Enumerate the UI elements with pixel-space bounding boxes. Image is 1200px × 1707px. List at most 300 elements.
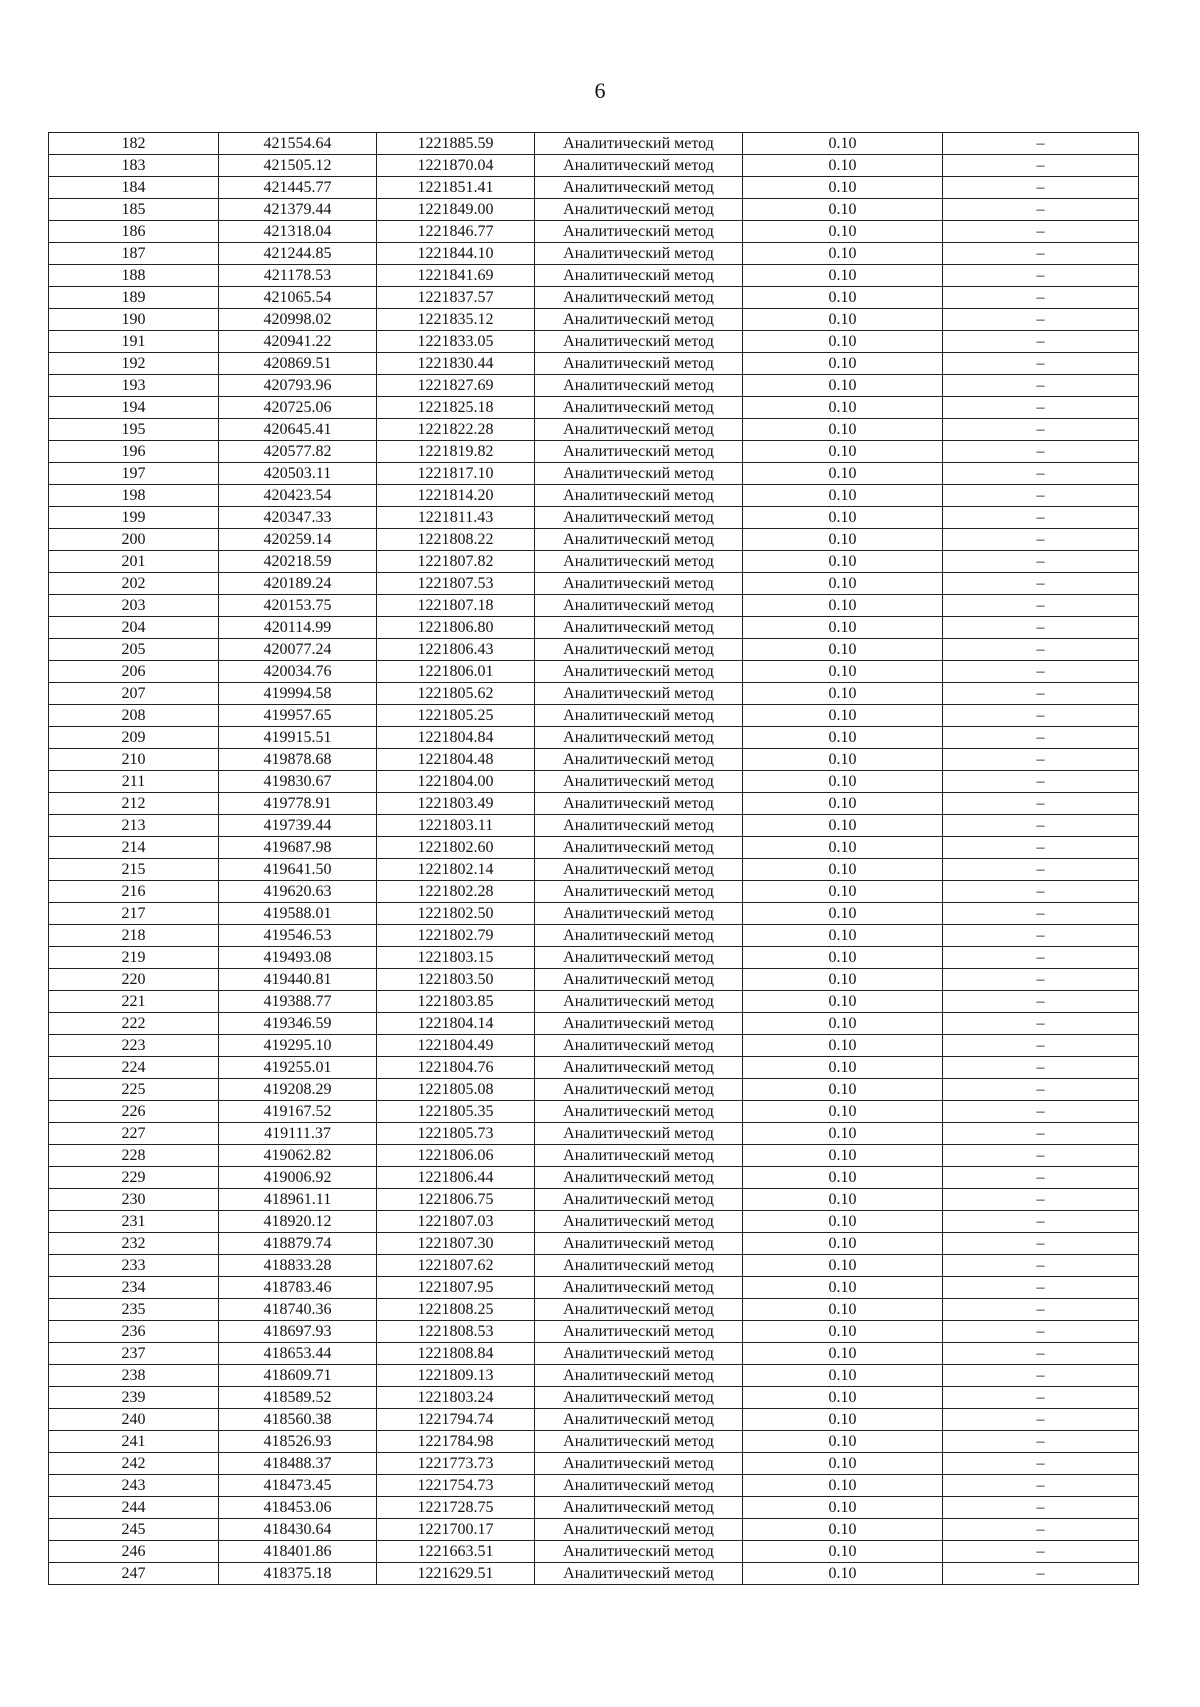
note-cell: – xyxy=(943,595,1139,617)
table-row xyxy=(49,573,1139,595)
note-cell: – xyxy=(943,1189,1139,1211)
table-row xyxy=(49,815,1139,837)
method-cell: Аналитический метод xyxy=(535,837,743,859)
y-coordinate-cell: 1221805.35 xyxy=(377,1101,535,1123)
x-coordinate-cell: 420869.51 xyxy=(219,353,377,375)
point-number-cell: 244 xyxy=(49,1497,219,1519)
note-cell: – xyxy=(943,441,1139,463)
note-cell: – xyxy=(943,1211,1139,1233)
point-number-cell: 196 xyxy=(49,441,219,463)
x-coordinate-cell: 419167.52 xyxy=(219,1101,377,1123)
accuracy-cell: 0.10 xyxy=(743,1519,943,1541)
note-cell: – xyxy=(943,705,1139,727)
y-coordinate-cell: 1221851.41 xyxy=(377,177,535,199)
point-number-cell: 216 xyxy=(49,881,219,903)
method-cell: Аналитический метод xyxy=(535,1277,743,1299)
x-coordinate-cell: 419830.67 xyxy=(219,771,377,793)
point-number-cell: 195 xyxy=(49,419,219,441)
point-number-cell: 237 xyxy=(49,1343,219,1365)
table-row xyxy=(49,1321,1139,1343)
table-row xyxy=(49,1563,1139,1585)
accuracy-cell: 0.10 xyxy=(743,133,943,155)
table-row xyxy=(49,1189,1139,1211)
y-coordinate-cell: 1221806.01 xyxy=(377,661,535,683)
y-coordinate-cell: 1221663.51 xyxy=(377,1541,535,1563)
y-coordinate-cell: 1221807.30 xyxy=(377,1233,535,1255)
note-cell: – xyxy=(943,529,1139,551)
method-cell: Аналитический метод xyxy=(535,1409,743,1431)
note-cell: – xyxy=(943,485,1139,507)
y-coordinate-cell: 1221807.03 xyxy=(377,1211,535,1233)
table-row xyxy=(49,1519,1139,1541)
note-cell: – xyxy=(943,815,1139,837)
table-row xyxy=(49,1255,1139,1277)
accuracy-cell: 0.10 xyxy=(743,1233,943,1255)
table-row xyxy=(49,771,1139,793)
y-coordinate-cell: 1221804.48 xyxy=(377,749,535,771)
table-row xyxy=(49,331,1139,353)
note-cell: – xyxy=(943,1453,1139,1475)
note-cell: – xyxy=(943,1123,1139,1145)
point-number-cell: 187 xyxy=(49,243,219,265)
point-number-cell: 206 xyxy=(49,661,219,683)
y-coordinate-cell: 1221784.98 xyxy=(377,1431,535,1453)
point-number-cell: 241 xyxy=(49,1431,219,1453)
y-coordinate-cell: 1221803.15 xyxy=(377,947,535,969)
method-cell: Аналитический метод xyxy=(535,1255,743,1277)
x-coordinate-cell: 421318.04 xyxy=(219,221,377,243)
x-coordinate-cell: 419641.50 xyxy=(219,859,377,881)
table-row xyxy=(49,969,1139,991)
x-coordinate-cell: 420077.24 xyxy=(219,639,377,661)
table-row xyxy=(49,1233,1139,1255)
table-row xyxy=(49,1431,1139,1453)
accuracy-cell: 0.10 xyxy=(743,1255,943,1277)
y-coordinate-cell: 1221846.77 xyxy=(377,221,535,243)
point-number-cell: 218 xyxy=(49,925,219,947)
point-number-cell: 240 xyxy=(49,1409,219,1431)
point-number-cell: 201 xyxy=(49,551,219,573)
note-cell: – xyxy=(943,265,1139,287)
table-row xyxy=(49,1387,1139,1409)
accuracy-cell: 0.10 xyxy=(743,639,943,661)
note-cell: – xyxy=(943,1299,1139,1321)
method-cell: Аналитический метод xyxy=(535,133,743,155)
accuracy-cell: 0.10 xyxy=(743,947,943,969)
method-cell: Аналитический метод xyxy=(535,683,743,705)
y-coordinate-cell: 1221806.80 xyxy=(377,617,535,639)
point-number-cell: 229 xyxy=(49,1167,219,1189)
point-number-cell: 190 xyxy=(49,309,219,331)
x-coordinate-cell: 418920.12 xyxy=(219,1211,377,1233)
y-coordinate-cell: 1221805.73 xyxy=(377,1123,535,1145)
note-cell: – xyxy=(943,331,1139,353)
note-cell: – xyxy=(943,947,1139,969)
table-row xyxy=(49,727,1139,749)
table-row xyxy=(49,1541,1139,1563)
y-coordinate-cell: 1221806.06 xyxy=(377,1145,535,1167)
y-coordinate-cell: 1221807.82 xyxy=(377,551,535,573)
x-coordinate-cell: 420114.99 xyxy=(219,617,377,639)
accuracy-cell: 0.10 xyxy=(743,837,943,859)
accuracy-cell: 0.10 xyxy=(743,1013,943,1035)
point-number-cell: 184 xyxy=(49,177,219,199)
x-coordinate-cell: 419878.68 xyxy=(219,749,377,771)
method-cell: Аналитический метод xyxy=(535,309,743,331)
y-coordinate-cell: 1221807.53 xyxy=(377,573,535,595)
method-cell: Аналитический метод xyxy=(535,375,743,397)
accuracy-cell: 0.10 xyxy=(743,397,943,419)
table-row xyxy=(49,749,1139,771)
note-cell: – xyxy=(943,133,1139,155)
x-coordinate-cell: 419957.65 xyxy=(219,705,377,727)
y-coordinate-cell: 1221805.62 xyxy=(377,683,535,705)
point-number-cell: 232 xyxy=(49,1233,219,1255)
x-coordinate-cell: 421554.64 xyxy=(219,133,377,155)
point-number-cell: 183 xyxy=(49,155,219,177)
table-row xyxy=(49,1013,1139,1035)
accuracy-cell: 0.10 xyxy=(743,1497,943,1519)
note-cell: – xyxy=(943,243,1139,265)
coordinates-table xyxy=(48,132,1139,1585)
method-cell: Аналитический метод xyxy=(535,639,743,661)
method-cell: Аналитический метод xyxy=(535,397,743,419)
table-row xyxy=(49,177,1139,199)
point-number-cell: 217 xyxy=(49,903,219,925)
note-cell: – xyxy=(943,309,1139,331)
table-row xyxy=(49,529,1139,551)
x-coordinate-cell: 421065.54 xyxy=(219,287,377,309)
point-number-cell: 199 xyxy=(49,507,219,529)
note-cell: – xyxy=(943,617,1139,639)
note-cell: – xyxy=(943,1475,1139,1497)
note-cell: – xyxy=(943,1387,1139,1409)
point-number-cell: 214 xyxy=(49,837,219,859)
point-number-cell: 222 xyxy=(49,1013,219,1035)
point-number-cell: 234 xyxy=(49,1277,219,1299)
note-cell: – xyxy=(943,793,1139,815)
accuracy-cell: 0.10 xyxy=(743,331,943,353)
method-cell: Аналитический метод xyxy=(535,1211,743,1233)
accuracy-cell: 0.10 xyxy=(743,441,943,463)
point-number-cell: 236 xyxy=(49,1321,219,1343)
table-row xyxy=(49,441,1139,463)
method-cell: Аналитический метод xyxy=(535,925,743,947)
accuracy-cell: 0.10 xyxy=(743,177,943,199)
x-coordinate-cell: 420034.76 xyxy=(219,661,377,683)
method-cell: Аналитический метод xyxy=(535,661,743,683)
point-number-cell: 224 xyxy=(49,1057,219,1079)
accuracy-cell: 0.10 xyxy=(743,1211,943,1233)
note-cell: – xyxy=(943,991,1139,1013)
y-coordinate-cell: 1221802.79 xyxy=(377,925,535,947)
point-number-cell: 246 xyxy=(49,1541,219,1563)
point-number-cell: 203 xyxy=(49,595,219,617)
accuracy-cell: 0.10 xyxy=(743,309,943,331)
y-coordinate-cell: 1221728.75 xyxy=(377,1497,535,1519)
note-cell: – xyxy=(943,353,1139,375)
accuracy-cell: 0.10 xyxy=(743,1475,943,1497)
table-row xyxy=(49,1453,1139,1475)
point-number-cell: 213 xyxy=(49,815,219,837)
accuracy-cell: 0.10 xyxy=(743,1409,943,1431)
table-row xyxy=(49,683,1139,705)
table-row xyxy=(49,881,1139,903)
method-cell: Аналитический метод xyxy=(535,1101,743,1123)
note-cell: – xyxy=(943,1563,1139,1585)
y-coordinate-cell: 1221806.43 xyxy=(377,639,535,661)
x-coordinate-cell: 418609.71 xyxy=(219,1365,377,1387)
accuracy-cell: 0.10 xyxy=(743,903,943,925)
note-cell: – xyxy=(943,1255,1139,1277)
x-coordinate-cell: 420941.22 xyxy=(219,331,377,353)
note-cell: – xyxy=(943,155,1139,177)
note-cell: – xyxy=(943,1497,1139,1519)
table-row xyxy=(49,155,1139,177)
note-cell: – xyxy=(943,727,1139,749)
method-cell: Аналитический метод xyxy=(535,243,743,265)
accuracy-cell: 0.10 xyxy=(743,1365,943,1387)
table-row xyxy=(49,133,1139,155)
accuracy-cell: 0.10 xyxy=(743,375,943,397)
table-row xyxy=(49,419,1139,441)
method-cell: Аналитический метод xyxy=(535,1123,743,1145)
x-coordinate-cell: 420793.96 xyxy=(219,375,377,397)
method-cell: Аналитический метод xyxy=(535,331,743,353)
y-coordinate-cell: 1221833.05 xyxy=(377,331,535,353)
accuracy-cell: 0.10 xyxy=(743,705,943,727)
y-coordinate-cell: 1221827.69 xyxy=(377,375,535,397)
point-number-cell: 205 xyxy=(49,639,219,661)
note-cell: – xyxy=(943,177,1139,199)
x-coordinate-cell: 419388.77 xyxy=(219,991,377,1013)
y-coordinate-cell: 1221802.60 xyxy=(377,837,535,859)
point-number-cell: 193 xyxy=(49,375,219,397)
y-coordinate-cell: 1221806.44 xyxy=(377,1167,535,1189)
note-cell: – xyxy=(943,903,1139,925)
y-coordinate-cell: 1221844.10 xyxy=(377,243,535,265)
note-cell: – xyxy=(943,1343,1139,1365)
accuracy-cell: 0.10 xyxy=(743,815,943,837)
y-coordinate-cell: 1221807.95 xyxy=(377,1277,535,1299)
x-coordinate-cell: 419620.63 xyxy=(219,881,377,903)
accuracy-cell: 0.10 xyxy=(743,1167,943,1189)
accuracy-cell: 0.10 xyxy=(743,881,943,903)
accuracy-cell: 0.10 xyxy=(743,771,943,793)
x-coordinate-cell: 421244.85 xyxy=(219,243,377,265)
method-cell: Аналитический метод xyxy=(535,705,743,727)
point-number-cell: 210 xyxy=(49,749,219,771)
x-coordinate-cell: 420189.24 xyxy=(219,573,377,595)
y-coordinate-cell: 1221804.76 xyxy=(377,1057,535,1079)
y-coordinate-cell: 1221804.49 xyxy=(377,1035,535,1057)
x-coordinate-cell: 421178.53 xyxy=(219,265,377,287)
accuracy-cell: 0.10 xyxy=(743,507,943,529)
y-coordinate-cell: 1221802.14 xyxy=(377,859,535,881)
x-coordinate-cell: 420725.06 xyxy=(219,397,377,419)
method-cell: Аналитический метод xyxy=(535,1519,743,1541)
accuracy-cell: 0.10 xyxy=(743,859,943,881)
x-coordinate-cell: 419006.92 xyxy=(219,1167,377,1189)
accuracy-cell: 0.10 xyxy=(743,793,943,815)
table-row xyxy=(49,639,1139,661)
x-coordinate-cell: 418473.45 xyxy=(219,1475,377,1497)
method-cell: Аналитический метод xyxy=(535,353,743,375)
point-number-cell: 228 xyxy=(49,1145,219,1167)
y-coordinate-cell: 1221807.18 xyxy=(377,595,535,617)
y-coordinate-cell: 1221830.44 xyxy=(377,353,535,375)
note-cell: – xyxy=(943,199,1139,221)
accuracy-cell: 0.10 xyxy=(743,683,943,705)
accuracy-cell: 0.10 xyxy=(743,1563,943,1585)
note-cell: – xyxy=(943,661,1139,683)
note-cell: – xyxy=(943,221,1139,243)
method-cell: Аналитический метод xyxy=(535,617,743,639)
table-row xyxy=(49,1101,1139,1123)
method-cell: Аналитический метод xyxy=(535,221,743,243)
method-cell: Аналитический метод xyxy=(535,727,743,749)
method-cell: Аналитический метод xyxy=(535,1321,743,1343)
accuracy-cell: 0.10 xyxy=(743,1123,943,1145)
table-row xyxy=(49,1497,1139,1519)
point-number-cell: 200 xyxy=(49,529,219,551)
note-cell: – xyxy=(943,573,1139,595)
accuracy-cell: 0.10 xyxy=(743,1145,943,1167)
x-coordinate-cell: 421379.44 xyxy=(219,199,377,221)
point-number-cell: 215 xyxy=(49,859,219,881)
x-coordinate-cell: 418453.06 xyxy=(219,1497,377,1519)
point-number-cell: 219 xyxy=(49,947,219,969)
method-cell: Аналитический метод xyxy=(535,1541,743,1563)
x-coordinate-cell: 418653.44 xyxy=(219,1343,377,1365)
point-number-cell: 194 xyxy=(49,397,219,419)
method-cell: Аналитический метод xyxy=(535,573,743,595)
note-cell: – xyxy=(943,1233,1139,1255)
point-number-cell: 235 xyxy=(49,1299,219,1321)
point-number-cell: 231 xyxy=(49,1211,219,1233)
y-coordinate-cell: 1221808.53 xyxy=(377,1321,535,1343)
method-cell: Аналитический метод xyxy=(535,1563,743,1585)
x-coordinate-cell: 418488.37 xyxy=(219,1453,377,1475)
accuracy-cell: 0.10 xyxy=(743,1057,943,1079)
y-coordinate-cell: 1221805.08 xyxy=(377,1079,535,1101)
accuracy-cell: 0.10 xyxy=(743,925,943,947)
table-row xyxy=(49,661,1139,683)
y-coordinate-cell: 1221754.73 xyxy=(377,1475,535,1497)
accuracy-cell: 0.10 xyxy=(743,969,943,991)
point-number-cell: 197 xyxy=(49,463,219,485)
accuracy-cell: 0.10 xyxy=(743,727,943,749)
accuracy-cell: 0.10 xyxy=(743,419,943,441)
table-body xyxy=(49,133,1139,1585)
point-number-cell: 212 xyxy=(49,793,219,815)
method-cell: Аналитический метод xyxy=(535,1145,743,1167)
x-coordinate-cell: 419062.82 xyxy=(219,1145,377,1167)
y-coordinate-cell: 1221808.22 xyxy=(377,529,535,551)
y-coordinate-cell: 1221808.84 xyxy=(377,1343,535,1365)
method-cell: Аналитический метод xyxy=(535,1431,743,1453)
x-coordinate-cell: 418697.93 xyxy=(219,1321,377,1343)
y-coordinate-cell: 1221803.24 xyxy=(377,1387,535,1409)
method-cell: Аналитический метод xyxy=(535,1057,743,1079)
table-row xyxy=(49,947,1139,969)
table-row xyxy=(49,705,1139,727)
note-cell: – xyxy=(943,881,1139,903)
method-cell: Аналитический метод xyxy=(535,793,743,815)
method-cell: Аналитический метод xyxy=(535,969,743,991)
x-coordinate-cell: 420423.54 xyxy=(219,485,377,507)
x-coordinate-cell: 420645.41 xyxy=(219,419,377,441)
table-row xyxy=(49,265,1139,287)
y-coordinate-cell: 1221629.51 xyxy=(377,1563,535,1585)
y-coordinate-cell: 1221803.85 xyxy=(377,991,535,1013)
accuracy-cell: 0.10 xyxy=(743,529,943,551)
accuracy-cell: 0.10 xyxy=(743,661,943,683)
y-coordinate-cell: 1221811.43 xyxy=(377,507,535,529)
note-cell: – xyxy=(943,639,1139,661)
table-row xyxy=(49,507,1139,529)
x-coordinate-cell: 420153.75 xyxy=(219,595,377,617)
accuracy-cell: 0.10 xyxy=(743,595,943,617)
x-coordinate-cell: 421505.12 xyxy=(219,155,377,177)
note-cell: – xyxy=(943,1167,1139,1189)
table-row xyxy=(49,1167,1139,1189)
x-coordinate-cell: 421445.77 xyxy=(219,177,377,199)
method-cell: Аналитический метод xyxy=(535,463,743,485)
point-number-cell: 226 xyxy=(49,1101,219,1123)
point-number-cell: 238 xyxy=(49,1365,219,1387)
x-coordinate-cell: 419778.91 xyxy=(219,793,377,815)
x-coordinate-cell: 419208.29 xyxy=(219,1079,377,1101)
point-number-cell: 204 xyxy=(49,617,219,639)
note-cell: – xyxy=(943,419,1139,441)
y-coordinate-cell: 1221837.57 xyxy=(377,287,535,309)
accuracy-cell: 0.10 xyxy=(743,1079,943,1101)
note-cell: – xyxy=(943,749,1139,771)
note-cell: – xyxy=(943,397,1139,419)
x-coordinate-cell: 419111.37 xyxy=(219,1123,377,1145)
note-cell: – xyxy=(943,683,1139,705)
table-row xyxy=(49,243,1139,265)
note-cell: – xyxy=(943,969,1139,991)
y-coordinate-cell: 1221835.12 xyxy=(377,309,535,331)
point-number-cell: 198 xyxy=(49,485,219,507)
point-number-cell: 221 xyxy=(49,991,219,1013)
x-coordinate-cell: 420259.14 xyxy=(219,529,377,551)
point-number-cell: 245 xyxy=(49,1519,219,1541)
accuracy-cell: 0.10 xyxy=(743,1321,943,1343)
accuracy-cell: 0.10 xyxy=(743,551,943,573)
point-number-cell: 202 xyxy=(49,573,219,595)
table-row xyxy=(49,1123,1139,1145)
note-cell: – xyxy=(943,859,1139,881)
method-cell: Аналитический метод xyxy=(535,991,743,1013)
point-number-cell: 191 xyxy=(49,331,219,353)
x-coordinate-cell: 419493.08 xyxy=(219,947,377,969)
note-cell: – xyxy=(943,837,1139,859)
accuracy-cell: 0.10 xyxy=(743,991,943,1013)
table-row xyxy=(49,1211,1139,1233)
point-number-cell: 208 xyxy=(49,705,219,727)
method-cell: Аналитический метод xyxy=(535,1453,743,1475)
x-coordinate-cell: 419739.44 xyxy=(219,815,377,837)
note-cell: – xyxy=(943,1409,1139,1431)
y-coordinate-cell: 1221794.74 xyxy=(377,1409,535,1431)
table-row xyxy=(49,1365,1139,1387)
note-cell: – xyxy=(943,925,1139,947)
point-number-cell: 233 xyxy=(49,1255,219,1277)
note-cell: – xyxy=(943,771,1139,793)
